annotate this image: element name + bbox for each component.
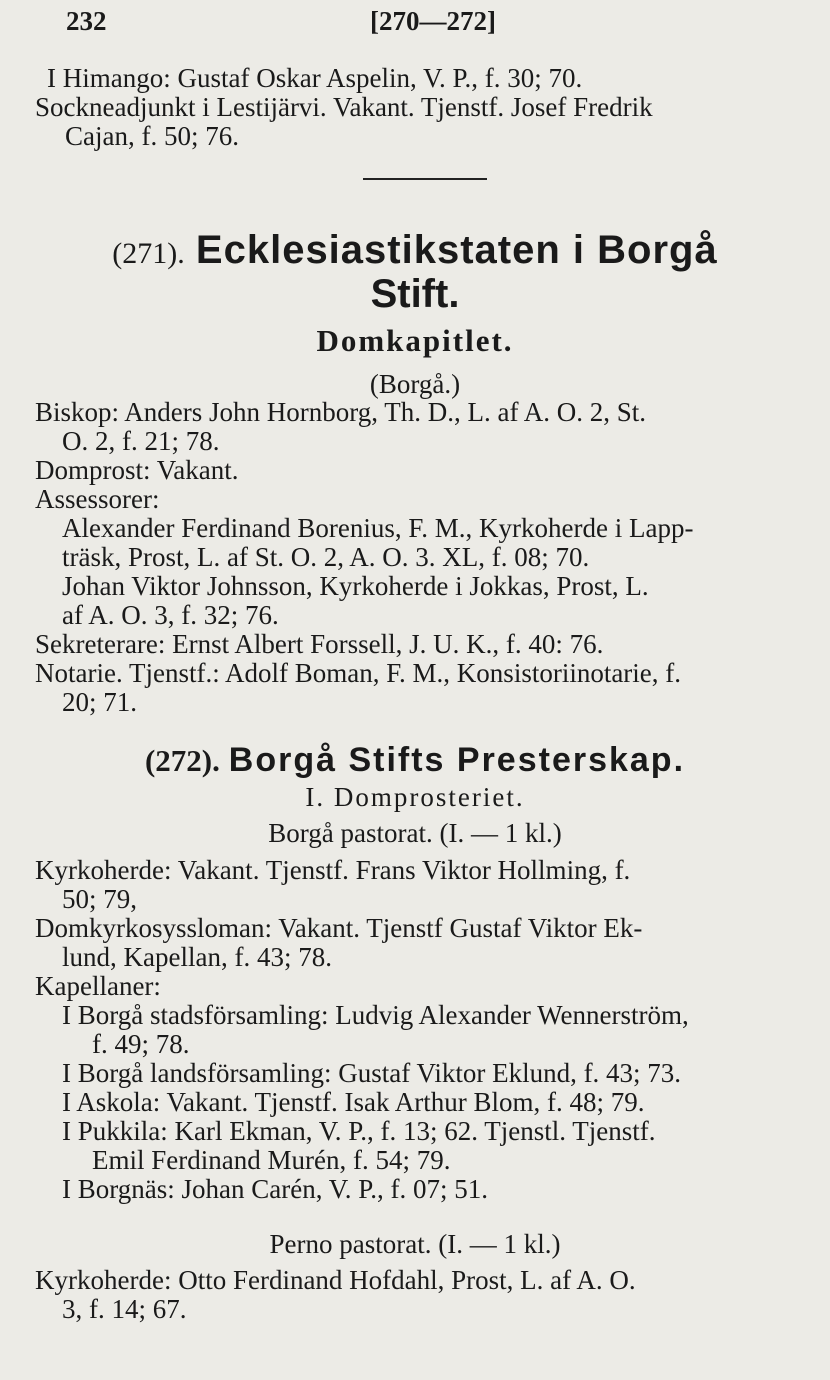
- text-line: I Borgå landsförsamling: Gustaf Viktor Eklund, f. 43; 73.: [62, 1058, 682, 1088]
- text-line: 50; 79,: [62, 884, 138, 914]
- text-line: lund, Kapellan, f. 43; 78.: [62, 942, 332, 972]
- text-line: Kyrkoherde: Vakant. Tjenstf. Frans Viktor Hollming, f.: [35, 855, 631, 885]
- section-number: (272).: [144, 743, 220, 778]
- text-line: I Pukkila: Karl Ekman, V. P., f. 13; 62. Tjenstl. Tjenstf.: [62, 1116, 656, 1146]
- section-title: Borgå Stifts Presterskap.: [228, 741, 686, 779]
- section-272-title: [0, 740, 830, 781]
- text-line: Domprost: Vakant.: [35, 455, 239, 485]
- text-line: Sockneadjunkt i Lestijärvi. Vakant. Tjenstf. Josef Fredrik: [35, 92, 653, 122]
- text-line: Kapellaner:: [35, 971, 161, 1001]
- subtitle: Domkapitlet.: [316, 323, 514, 358]
- section-title: Ecklesiastikstaten i Borgå: [195, 228, 718, 272]
- section-271-title-cont: [0, 272, 830, 316]
- text-line: 20; 71.: [62, 687, 138, 717]
- pastorat-label: Borgå pastorat. (I. — 1 kl.): [268, 818, 562, 848]
- text-line: af A. O. 3, f. 32; 76.: [62, 600, 279, 630]
- text-line: I Borgnäs: Johan Carén, V. P., f. 07; 51.: [62, 1174, 489, 1204]
- himango-entry: [35, 64, 810, 151]
- borga-pastorat-list: [35, 856, 810, 1204]
- place-label: (Borgå.): [369, 369, 461, 399]
- text-line: Kyrkoherde: Otto Ferdinand Hofdahl, Prost, L. af A. O.: [35, 1265, 636, 1295]
- page-header: [0, 6, 830, 36]
- section-number: (271).: [112, 237, 185, 270]
- text-line: 3, f. 14; 67.: [62, 1294, 187, 1324]
- borga-pastorat-heading: [0, 819, 830, 848]
- subheading: I. Domprosteriet.: [305, 782, 525, 812]
- text-line: Cajan, f. 50; 76.: [65, 121, 239, 151]
- perno-pastorat-list: [35, 1266, 810, 1324]
- section-title-cont: Stift.: [370, 272, 460, 316]
- text-line: I Borgå stadsförsamling: Ludvig Alexander Wennerström,: [62, 1000, 689, 1030]
- text-line: Alexander Ferdinand Borenius, F. M., Kyrkoherde i Lapp-: [62, 513, 694, 543]
- subtitle-domkapitlet: [0, 323, 830, 359]
- pastorat-label: Perno pastorat. (I. — 1 kl.): [269, 1229, 561, 1259]
- place-borga: [0, 370, 830, 399]
- text-line: Assessorer:: [35, 484, 160, 514]
- text-line: Biskop: Anders John Hornborg, Th. D., L. af A. O. 2, St.: [35, 397, 647, 427]
- text-line: Domkyrkosyssloman: Vakant. Tjenstf Gustaf Viktor Ek-: [35, 913, 643, 943]
- text-line: Notarie. Tjenstf.: Adolf Boman, F. M., Konsistoriinotarie, f.: [35, 658, 682, 688]
- text-line: träsk, Prost, L. af St. O. 2, A. O. 3. XL, f. 08; 70.: [62, 542, 590, 572]
- text-line: Emil Ferdinand Murén, f. 54; 79.: [92, 1145, 451, 1175]
- text-line: O. 2, f. 21; 78.: [62, 426, 220, 456]
- section-271-title: [0, 228, 830, 276]
- text-line: I Himango: Gustaf Oskar Aspelin, V. P., f. 30; 70.: [47, 63, 583, 93]
- text-line: I Askola: Vakant. Tjenstf. Isak Arthur Blom, f. 48; 79.: [62, 1087, 645, 1117]
- section-range: [270—272]: [370, 6, 496, 36]
- domprosteriet-heading: [0, 783, 830, 812]
- section-divider: [363, 178, 487, 180]
- page-number: 232: [66, 6, 107, 36]
- text-line: Johan Viktor Johnsson, Kyrkoherde i Jokkas, Prost, L.: [62, 571, 649, 601]
- text-line: f. 49; 78.: [92, 1029, 190, 1059]
- domkapitlet-list: [35, 398, 810, 717]
- text-line: Sekreterare: Ernst Albert Forssell, J. U. K., f. 40: 76.: [35, 629, 604, 659]
- perno-pastorat-heading: [0, 1230, 830, 1259]
